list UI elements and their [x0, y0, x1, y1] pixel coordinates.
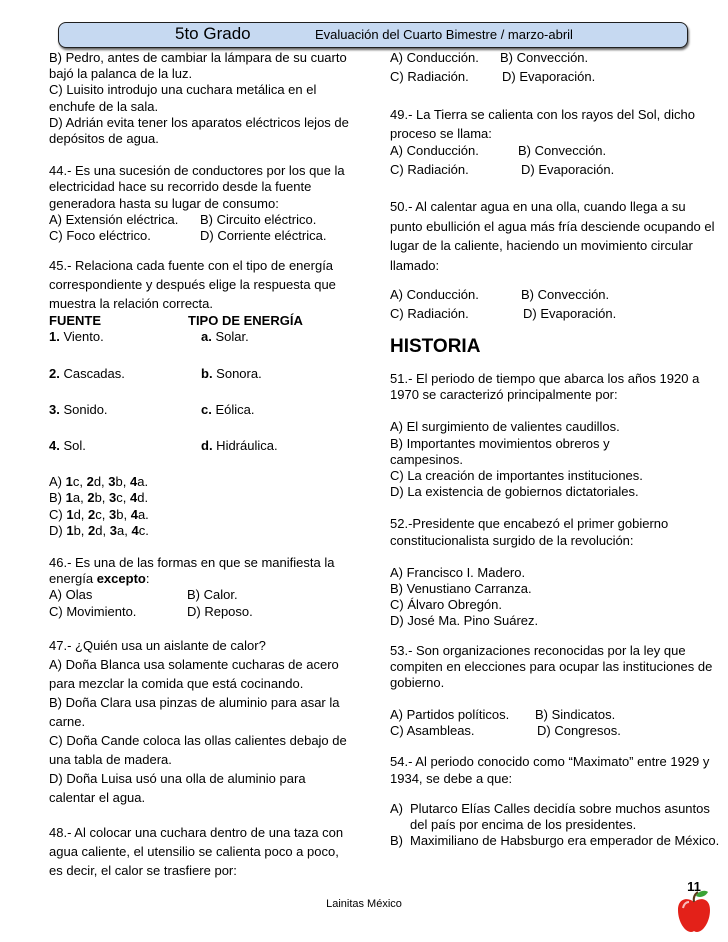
q49-question: 49.- La Tierra se calienta con los rayos del Sol, dicho proceso se llama: [390, 107, 695, 141]
pair-row [49, 329, 354, 345]
q50-option-c: C) Radiación. [390, 306, 469, 321]
q44-option-d: D) Corriente eléctrica. [200, 228, 327, 244]
q49-option-b: B) Convección. [518, 143, 607, 158]
q53-option-a: A) Partidos políticos. [390, 707, 510, 723]
pair-letter: d. [201, 437, 213, 453]
q49-option-c: C) Radiación. [390, 162, 469, 177]
energy-column-header: TIPO DE ENERGÍA [188, 313, 303, 329]
q54-option-a-marker: A) [390, 800, 403, 816]
pair-letter: b. [201, 365, 213, 381]
pair-energy: Eólica. [211, 401, 255, 417]
q45-option-b: B) 1a, 2b, 3c, 4d. [49, 490, 149, 506]
q46-option-d: D) Reposo. [187, 603, 253, 619]
q43-option-c: C) Luisito introdujo una cuchara metálica en el enchufe de la sala. [49, 82, 317, 114]
pair-row [49, 402, 354, 418]
q54-option-b-text: Maximiliano de Habsburgo era emperador de México. [410, 833, 720, 849]
q48-option-d: D) Evaporación. [502, 69, 596, 84]
q47-option-d: D) Doña Luisa usó una olla de aluminio para calentar el agua. [49, 770, 306, 805]
q54-option-a [390, 801, 720, 833]
q43-option-b: B) Pedro, antes de cambiar la lámpara de su cuarto bajó la palanca de la luz. [49, 50, 347, 82]
header-banner [58, 22, 688, 48]
q49-options-row-2 [390, 162, 720, 181]
pair-letter: a. [201, 329, 212, 345]
q48-options-row-2 [390, 69, 720, 88]
q47-question: 47.- ¿Quién usa un aislante de calor? [49, 637, 266, 653]
q46-options-row-2 [49, 604, 354, 620]
q52-option-d: D) José Ma. Pino Suárez. [390, 613, 539, 629]
pair-energy: Sonora. [212, 365, 262, 381]
evaluation-label: Evaluación del Cuarto Bimestre / marzo-abril [315, 27, 573, 42]
q53-question: 53.- Son organizaciones reconocidas por la ley que compiten en elecciones para ocupar las instituciones de gobierno. [390, 642, 713, 691]
source-column-header: FUENTE [49, 313, 101, 329]
q50-options-row-1 [390, 287, 720, 306]
q45-question: 45.- Relaciona cada fuente con el tipo de energía correspondiente y después elige la respuesta que muestra la relación correcta. [49, 258, 336, 312]
q50-options-row-2 [390, 306, 720, 325]
q46-option-a: A) Olas [49, 587, 93, 603]
q49-option-d: D) Evaporación. [521, 162, 615, 177]
q53-option-d: D) Congresos. [537, 723, 621, 739]
q43-option-d: D) Adrián evita tener los aparatos eléctricos lejos de depósitos de agua. [49, 114, 349, 147]
q54-question: 54.- Al periodo conocido como “Maximato” entre 1929 y 1934, se debe a que: [390, 753, 710, 786]
q53-options-row-1 [390, 707, 720, 723]
q44-question: 44.- Es una sucesión de conductores por los que la electricidad hace su recorrido desde la fuente generadora hasta su lugar de consumo: [49, 163, 345, 211]
q52-question: 52.-Presidente que encabezó el primer gobierno constitucionalista surgido de la revolución: [390, 516, 669, 548]
q52-option-c: C) Álvaro Obregón. [390, 597, 502, 613]
q51-option-a: A) El surgimiento de valientes caudillos. [390, 419, 620, 435]
q44-option-c: C) Foco eléctrico. [49, 228, 151, 244]
q50-question: 50.- Al calentar agua en una olla, cuando llega a su punto ebullición el agua más fría desciende ocupando el lugar de la caliente, haciendo un movimiento circular llamado: [390, 199, 715, 273]
history-section-title: HISTORIA [390, 336, 481, 357]
q47-option-a: A) Doña Blanca usa solamente cucharas de acero para mezclar la comida que está cocinando. [49, 656, 339, 691]
q46-question: 46.- Es una de las formas en que se manifiesta la energía excepto: [49, 554, 335, 587]
q44-options-row-2 [49, 228, 354, 244]
q54-option-b-marker: B) [390, 833, 403, 849]
apple-logo-icon [671, 880, 717, 936]
q53-options-row-2 [390, 723, 720, 739]
q45-option-a: A) 1c, 2d, 3b, 4a. [49, 474, 149, 490]
q46-option-b: B) Calor. [187, 587, 238, 603]
pair-number: 4. [49, 437, 60, 453]
q46-options-row-1 [49, 587, 354, 603]
q51-question: 51.- El periodo de tiempo que abarca los años 1920 a 1970 se caracterizó principalmente por: [390, 371, 700, 403]
q48-options-row-1 [390, 50, 720, 69]
q50-option-a: A) Conducción. [390, 287, 479, 302]
q45-table-header [49, 313, 354, 329]
q53-option-c: C) Asambleas. [390, 723, 475, 739]
q48-question: 48.- Al colocar una cuchara dentro de una taza con agua caliente, el utensilio se calienta poco a poco, es decir, el calor se trasfiere por: [49, 824, 344, 878]
q44-option-a: A) Extensión eléctrica. [49, 211, 179, 227]
q45-option-c: C) 1d, 2c, 3b, 4a. [49, 506, 149, 522]
q49-options-row-1 [390, 143, 720, 162]
q48-option-b: B) Convección. [500, 50, 589, 65]
pair-source: Sonido. [59, 401, 108, 417]
pair-energy: Hidráulica. [212, 437, 278, 453]
page-number: 11 [687, 880, 701, 894]
q51-option-b: B) Importantes movimientos obreros y campesinos. [390, 435, 610, 467]
pair-source: Cascadas. [59, 365, 125, 381]
q47-option-b: B) Doña Clara usa pinzas de aluminio para asar la carne. [49, 694, 340, 729]
q44-option-b: B) Circuito eléctrico. [200, 211, 317, 227]
left-column [49, 50, 354, 880]
pair-letter: c. [201, 401, 212, 417]
apple-body [678, 899, 710, 932]
pair-source: Sol. [59, 437, 86, 453]
q49-option-a: A) Conducción. [390, 143, 479, 158]
q52-option-a: A) Francisco I. Madero. [390, 564, 526, 580]
pair-row [49, 438, 354, 454]
q48-option-c: C) Radiación. [390, 69, 469, 84]
right-column [390, 50, 720, 849]
grade-label: 5to Grado [175, 24, 251, 43]
pair-row [49, 366, 354, 382]
pair-source: Viento. [59, 329, 104, 345]
q47-option-c: C) Doña Cande coloca las ollas calientes debajo de una tabla de madera. [49, 732, 347, 767]
pair-number: 2. [49, 365, 60, 381]
pair-energy: Solar. [211, 329, 249, 345]
q53-option-b: B) Sindicatos. [535, 707, 616, 723]
q45-option-d: D) 1b, 2d, 3a, 4c. [49, 522, 149, 538]
q50-option-d: D) Evaporación. [523, 306, 617, 321]
q54-option-a-text: Plutarco Elías Calles decidía sobre muchos asuntos del país por encima de los presidentes. [410, 800, 710, 832]
q48-option-a: A) Conducción. [390, 50, 479, 65]
q50-option-b: B) Convección. [521, 287, 610, 302]
pair-number: 3. [49, 401, 60, 417]
footer-credit: Lainitas México [326, 898, 402, 910]
q54-option-b [390, 833, 720, 849]
q51-option-c: C) La creación de importantes instituciones. [390, 468, 643, 484]
q44-options-row-1 [49, 212, 354, 228]
q46-option-c: C) Movimiento. [49, 603, 137, 619]
q51-option-d: D) La existencia de gobiernos dictatoriales. [390, 484, 639, 500]
q52-option-b: B) Venustiano Carranza. [390, 581, 532, 597]
pair-number: 1. [49, 329, 60, 345]
